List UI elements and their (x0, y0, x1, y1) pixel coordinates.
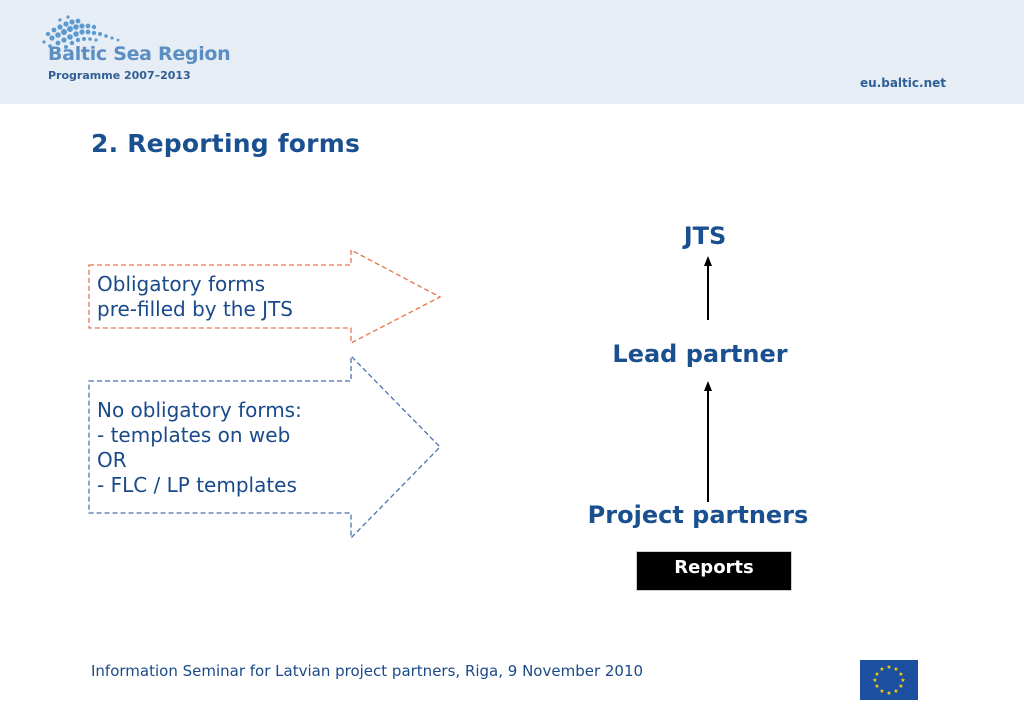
svg-text:★: ★ (900, 677, 906, 684)
box-line: - templates on web (97, 423, 291, 447)
no-obligatory-forms-text (97, 398, 302, 498)
site-url: eu.baltic.net (860, 76, 946, 90)
page-title: 2. Reporting forms (91, 129, 361, 158)
logo-title: Baltic Sea Region (48, 43, 231, 65)
obligatory-forms-text (97, 272, 293, 322)
svg-text:★: ★ (898, 671, 904, 678)
svg-text:★: ★ (879, 688, 885, 695)
svg-text:★: ★ (886, 664, 892, 671)
svg-text:★: ★ (893, 666, 899, 673)
footer-text: Information Seminar for Latvian project partners, Riga, 9 November 2010 (91, 662, 644, 680)
svg-text:★: ★ (898, 683, 904, 690)
svg-text:★: ★ (879, 666, 885, 673)
project-partners-label: Project partners (587, 501, 809, 529)
reports-box: Reports (636, 551, 792, 591)
box-line: - FLC / LP templates (97, 473, 297, 497)
svg-text:★: ★ (893, 688, 899, 695)
svg-text:★: ★ (872, 677, 878, 684)
eu-flag-icon (860, 660, 918, 700)
svg-text:★: ★ (886, 690, 892, 697)
jts-label: JTS (683, 222, 727, 250)
svg-text:★: ★ (874, 683, 880, 690)
arrow-partners-to-lead (704, 381, 712, 502)
arrow-lead-to-jts (704, 256, 712, 320)
box-line: No obligatory forms: (97, 398, 302, 422)
box-line: OR (97, 448, 127, 472)
svg-text:★: ★ (874, 671, 880, 678)
logo-subtitle: Programme 2007–2013 (48, 69, 191, 82)
box-line: Obligatory forms (97, 272, 266, 296)
lead-partner-label: Lead partner (612, 340, 788, 368)
box-line: pre-filled by the JTS (97, 297, 293, 321)
